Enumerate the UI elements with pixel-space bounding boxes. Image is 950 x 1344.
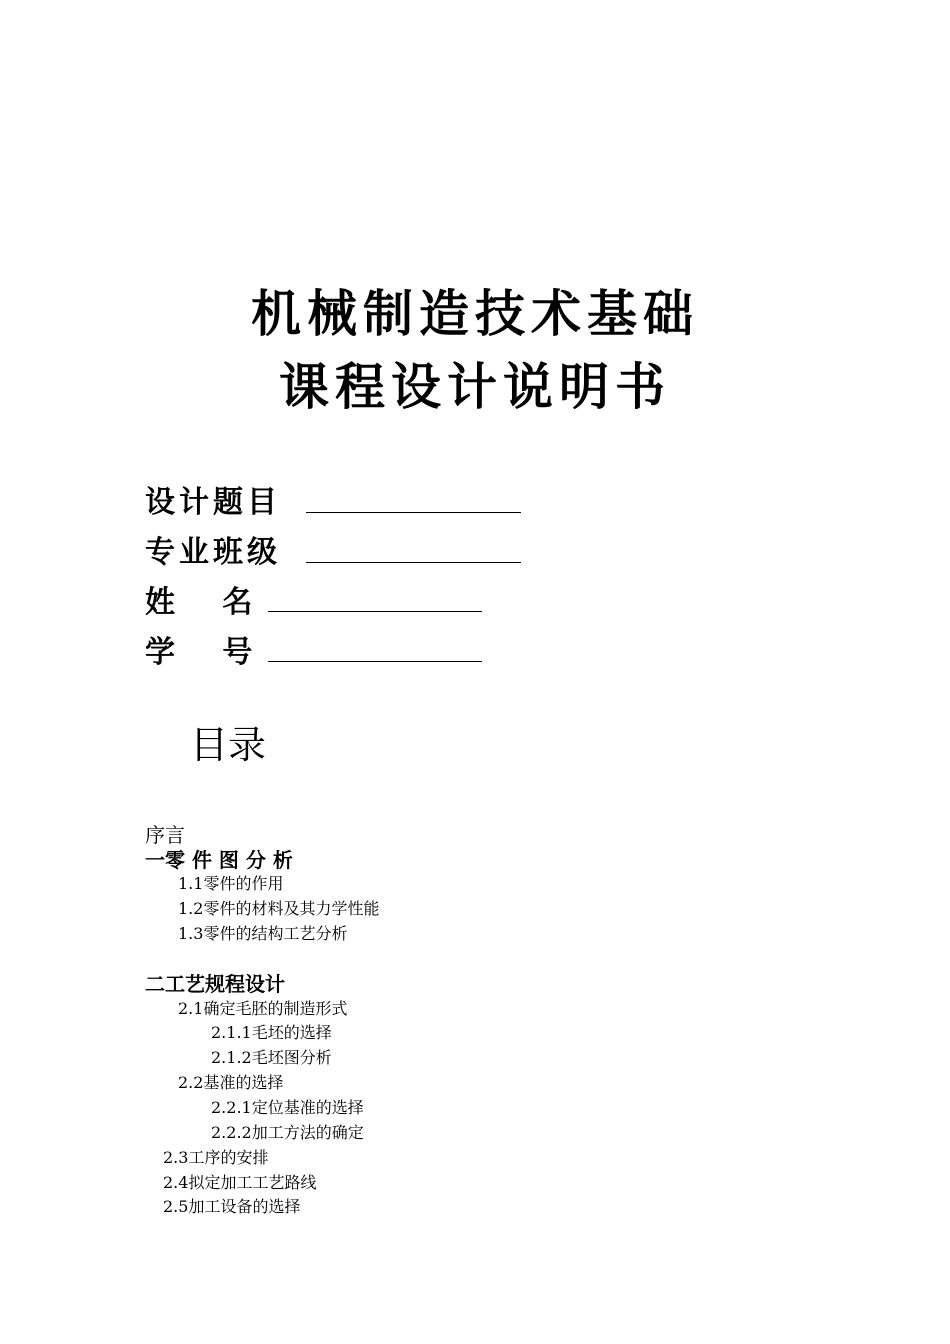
field-line-student-id[interactable] bbox=[268, 661, 482, 662]
toc-item-2-2[interactable]: 2.2基准的选择 bbox=[178, 1073, 284, 1092]
toc-item-1-3[interactable]: 1.3零件的结构工艺分析 bbox=[178, 924, 348, 943]
field-label-design-topic: 设计题目 bbox=[145, 485, 281, 520]
field-label-student-id: 学 号 bbox=[145, 635, 257, 670]
toc-item-2-2-1[interactable]: 2.2.1定位基准的选择 bbox=[211, 1098, 364, 1117]
field-label-name: 姓 名 bbox=[145, 585, 257, 620]
cover-title-line1: 机械制造技术基础 bbox=[251, 285, 699, 343]
field-student-id bbox=[145, 628, 256, 668]
toc-item-2-4[interactable]: 2.4拟定加工工艺路线 bbox=[163, 1173, 317, 1192]
toc-part1-title[interactable]: 一零 件 图 分 析 bbox=[145, 848, 293, 872]
toc-item-2-1[interactable]: 2.1确定毛胚的制造形式 bbox=[178, 999, 348, 1018]
toc-item-1-2[interactable]: 1.2零件的材料及其力学性能 bbox=[178, 899, 380, 918]
toc-item-2-3[interactable]: 2.3工序的安排 bbox=[163, 1148, 269, 1167]
toc-part2-title[interactable]: 二工艺规程设计 bbox=[145, 972, 285, 996]
field-name bbox=[145, 578, 256, 618]
field-label-class: 专业班级 bbox=[145, 535, 281, 570]
cover-title-line2: 课程设计说明书 bbox=[279, 358, 671, 416]
field-line-class[interactable] bbox=[306, 562, 521, 563]
toc-item-2-5[interactable]: 2.5加工设备的选择 bbox=[163, 1197, 301, 1216]
toc-item-1-1[interactable]: 1.1零件的作用 bbox=[178, 874, 284, 893]
field-line-design-topic[interactable] bbox=[306, 512, 521, 513]
field-design-topic bbox=[145, 478, 281, 518]
toc-heading: 目录 bbox=[190, 723, 267, 767]
toc-item-2-1-1[interactable]: 2.1.1毛坯的选择 bbox=[211, 1023, 332, 1042]
toc-item-2-2-2[interactable]: 2.2.2加工方法的确定 bbox=[211, 1123, 364, 1142]
toc-item-2-1-2[interactable]: 2.1.2毛坯图分析 bbox=[211, 1048, 332, 1067]
field-class bbox=[145, 528, 281, 568]
field-line-name[interactable] bbox=[268, 611, 482, 612]
toc-preface[interactable]: 序言 bbox=[145, 823, 185, 847]
